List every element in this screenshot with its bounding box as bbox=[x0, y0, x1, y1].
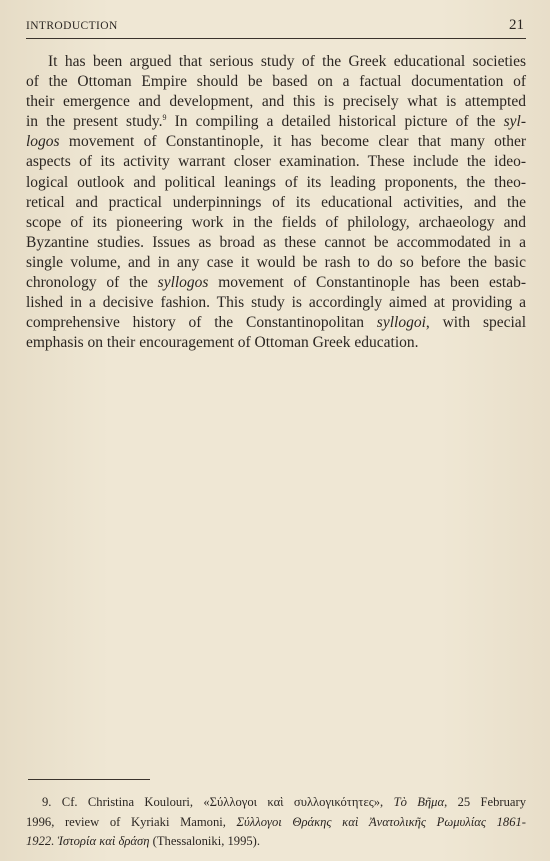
running-head: INTRODUCTION bbox=[26, 20, 118, 32]
text-line: emphasis on their encouragement of Ottoman Greek education. bbox=[26, 334, 419, 352]
footnote bbox=[26, 793, 526, 852]
footnote-line: 1922. Ἱστορία καὶ δράση (Thessaloniki, 1995). bbox=[26, 834, 261, 849]
footnote-rule bbox=[28, 779, 150, 780]
footnote-marker: 9 bbox=[162, 113, 167, 123]
footnote-line: 9. Cf. Christina Koulouri, «Σύλλογοι καὶ συλλογικότητες», Τὸ Βῆμα, 25 February bbox=[42, 795, 526, 809]
text-line: Byzantine studies. Issues as broad as these cannot be accommodated in a bbox=[26, 233, 526, 251]
text-line: It has been argued that serious study of the Greek educational societies bbox=[48, 53, 526, 70]
text-line: logical outlook and political leanings of its leading proponents, the theo- bbox=[26, 173, 526, 191]
text-line: logos movement of Constantinople, it has become clear that many other bbox=[26, 133, 526, 151]
text-line: chronology of the syllogos movement of Constantinople has been estab- bbox=[26, 274, 526, 292]
page-number: 21 bbox=[509, 17, 524, 33]
page-header bbox=[26, 16, 526, 39]
text-line: single volume, and in any case it would be rash to do so before the basic bbox=[26, 253, 526, 271]
text-line: scope of its pioneering work in the fields of philology, archaeology and bbox=[26, 213, 526, 231]
text-line: retical and practical underpinnings of its educational activities, and the bbox=[26, 193, 526, 211]
text-line: lished in a decisive fashion. This study is accordingly aimed at providing a bbox=[26, 294, 526, 312]
text-line: their emergence and development, and this is precisely what is attempted bbox=[26, 93, 526, 111]
text-line: in the present study.$^9$ In compiling a detailed historical picture of the syl- bbox=[26, 113, 526, 131]
footnote-line: 1996, review of Kyriaki Mamoni, Σύλλογοι Θράκης καὶ Ἀνατολικῆς Ρωμυλίας 1861- bbox=[26, 814, 526, 829]
body-paragraph bbox=[26, 52, 526, 353]
text-line: of the Ottoman Empire should be based on a factual documentation of bbox=[26, 73, 526, 91]
text-line: aspects of its activity warrant closer examination. These include the ideo- bbox=[26, 153, 526, 171]
text-line: comprehensive history of the Constantinopolitan syllogoi, with special bbox=[26, 314, 526, 332]
